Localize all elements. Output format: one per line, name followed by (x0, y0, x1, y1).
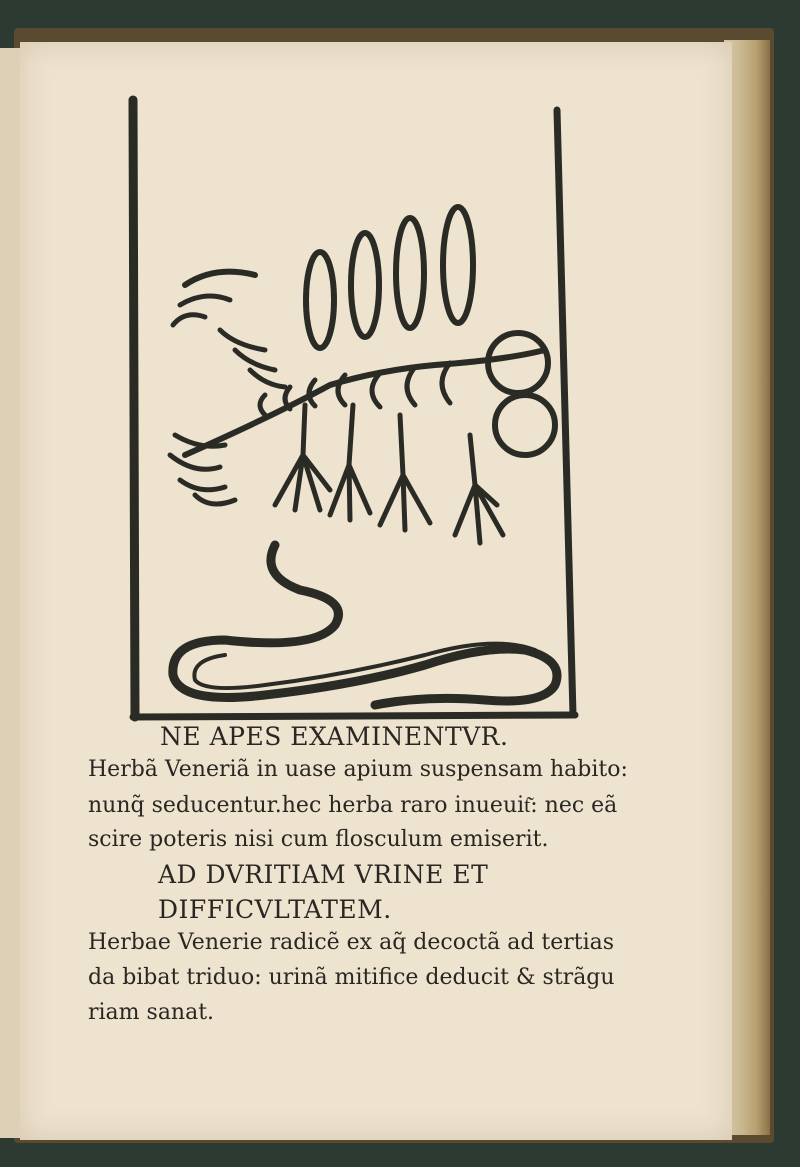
herb-with-serpent-woodcut-icon (125, 95, 585, 725)
text-line: da bibat triduo: urinã mitifice deducit & strãgu (88, 965, 615, 990)
heading-urine-cont: DIFFICVLTATEM. (158, 895, 392, 924)
text-line: scire poteris nisi cum flosculum emiserit. (88, 827, 549, 852)
heading-urine: AD DVRITIAM VRINE ET (158, 860, 489, 889)
text-line: nunq̃ seducentur.hec herba raro inueuit͂: nec eã (88, 793, 618, 818)
heading-bees: NE APES EXAMINENTVR. (160, 722, 509, 751)
text-line: riam sanat. (88, 1000, 215, 1025)
facing-page-edge (0, 48, 21, 1138)
text-line: Herbã Veneriã in uase apium suspensam habito: (88, 757, 628, 782)
text-line: Herbae Venerie radicẽ ex aq̃ decoctã ad tertias (88, 930, 615, 955)
